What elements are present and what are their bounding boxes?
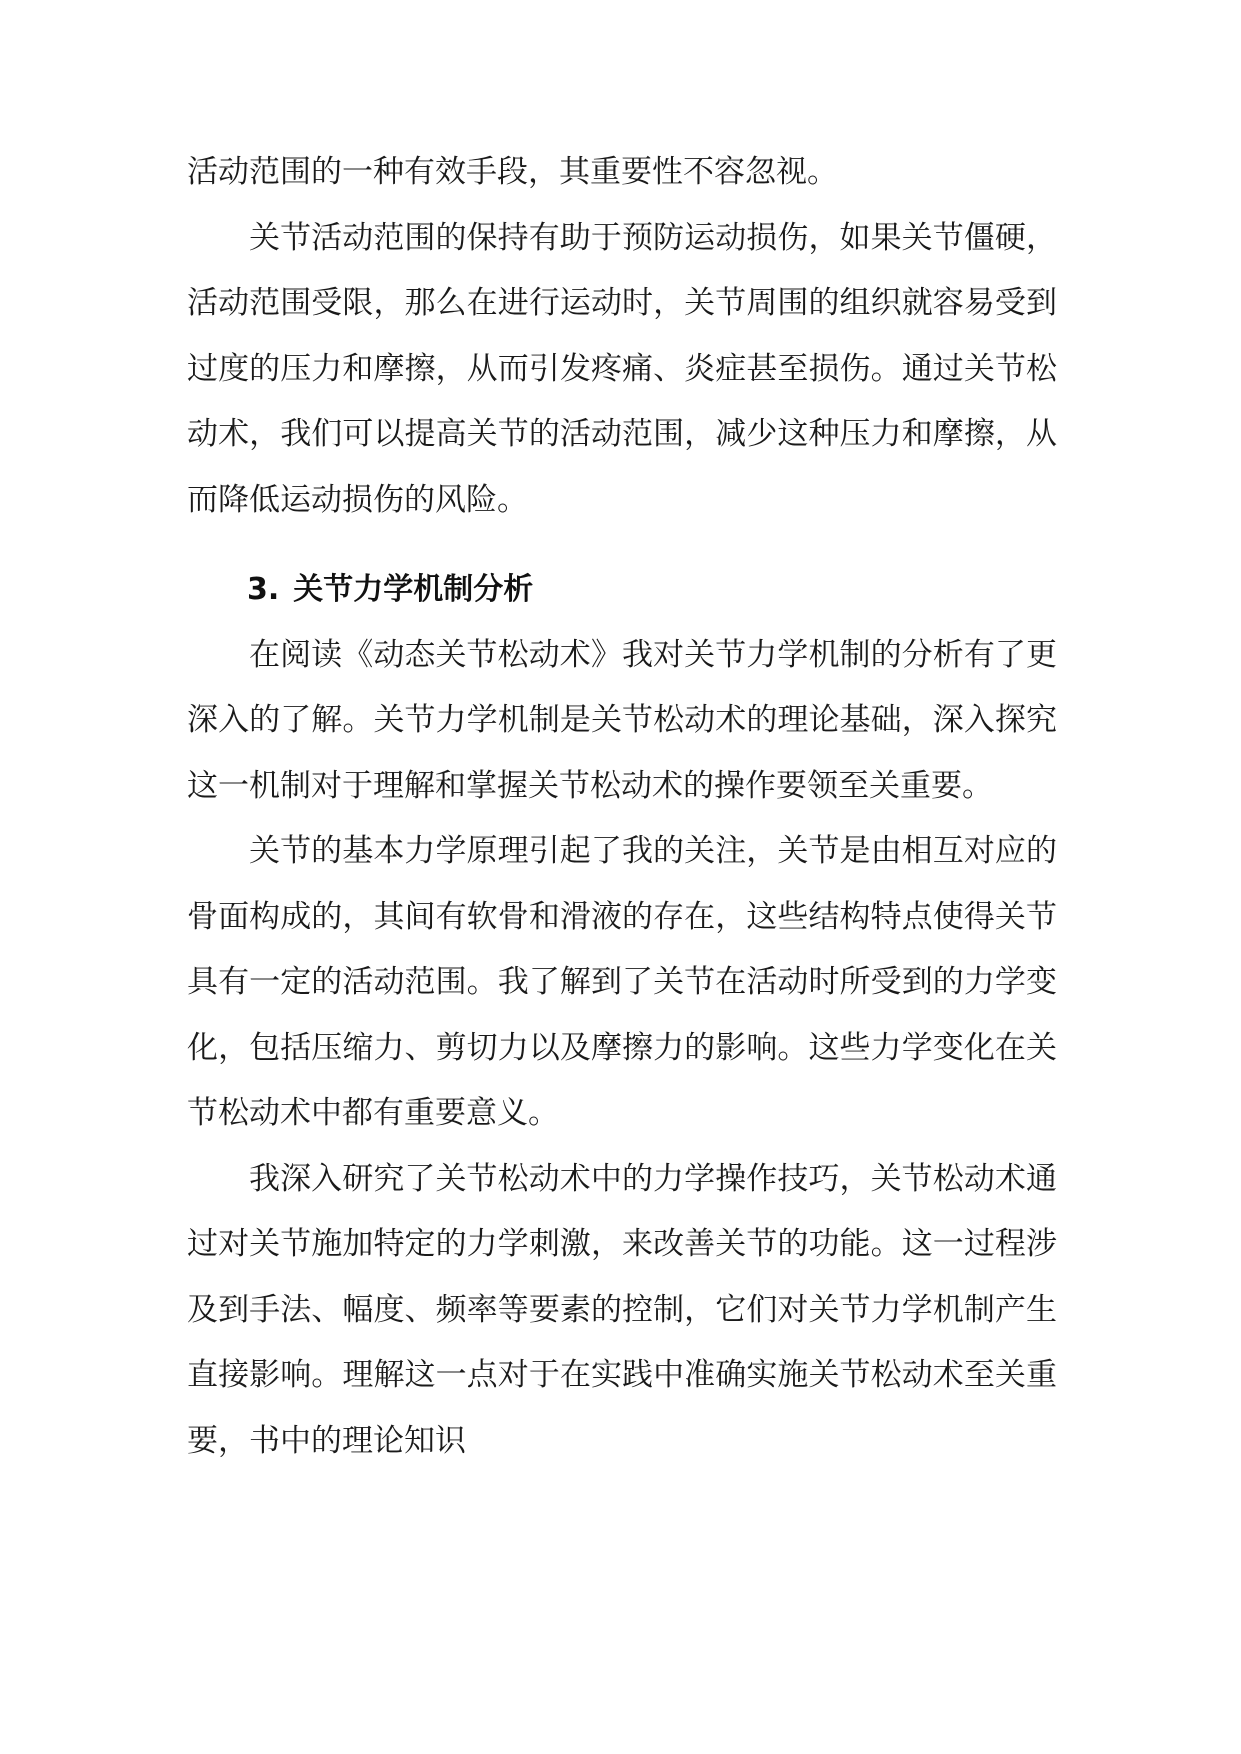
section-number: 3. <box>247 572 280 607</box>
section-title: 关节力学机制分析 <box>293 572 534 607</box>
section-heading <box>187 557 1057 623</box>
paragraph-continued: 活动范围的一种有效手段，其重要性不容忽视。 <box>187 154 838 190</box>
paragraph-operation-techniques: 我深入研究了关节松动术中的力学操作技巧，关节松动术通过对关节施加特定的力学刺激，来改善关节的功能。这一过程涉及到手法、幅度、频率等要素的控制，它们对关节力学机制产生直接影响。理解这一点对于在实践中准确实施关节松动术至关重要，书中的理论知识 <box>187 1160 1057 1459</box>
paragraph-reading-intro: 在阅读《动态关节松动术》我对关节力学机制的分析有了更深入的了解。关节力学机制是关节松动术的理论基础，深入探究这一机制对于理解和掌握关节松动术的操作要领至关重要。 <box>187 636 1057 804</box>
paragraph-injury-prevention: 关节活动范围的保持有助于预防运动损伤，如果关节僵硬，活动范围受限，那么在进行运动时，关节周围的组织就容易受到过度的压力和摩擦，从而引发疼痛、炎症甚至损伤。通过关节松动术，我们可以提高关节的活动范围，减少这种压力和摩擦，从而降低运动损伤的风险。 <box>187 219 1057 518</box>
paragraph-basic-mechanics: 关节的基本力学原理引起了我的关注，关节是由相互对应的骨面构成的，其间有软骨和滑液的存在，这些结构特点使得关节具有一定的活动范围。我了解到了关节在活动时所受到的力学变化，包括压缩力、剪切力以及摩擦力的影响。这些力学变化在关节松动术中都有重要意义。 <box>187 833 1057 1131</box>
document-body <box>187 140 1057 1474</box>
